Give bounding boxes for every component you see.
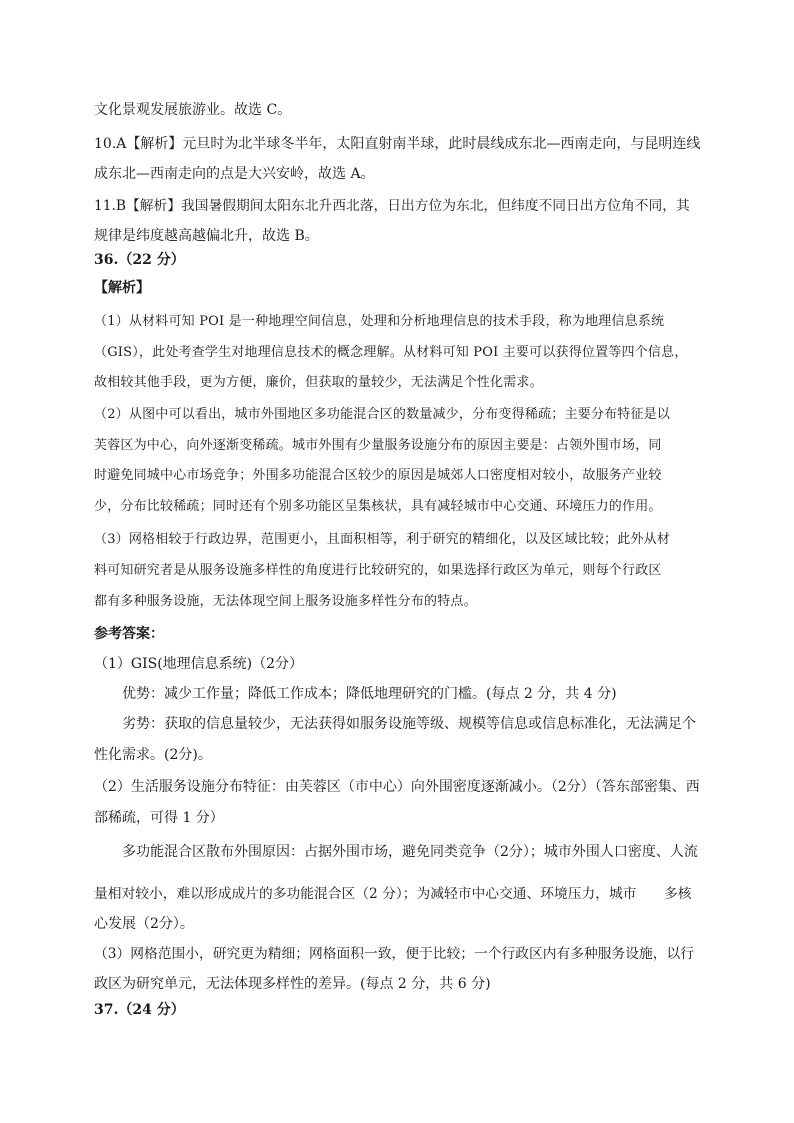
reference-answer-line: 心发展（2分）。 xyxy=(94,916,194,932)
analysis-line: （GIS），此处考查学生对地理信息技术的概念理解。从材料可知 POI 主要可以获得位置等四个信息， xyxy=(94,345,688,360)
answer-10-line: 成东北—西南走向的点是大兴安岭，故选 A。 xyxy=(94,166,375,182)
reference-answer-line: 量相对较小，难以形成成片的多功能混合区（2 分）；为减轻市中心交通、环境压力，城市 多核 xyxy=(94,886,692,902)
analysis-line: （3）网格相较于行政边界，范围更小，且面积相等，利于研究的精细化，以及区域比较；此外从材 xyxy=(94,532,671,547)
analysis-line: 故相较其他手段，更为方便，廉价，但获取的量较少，无法满足个性化需求。 xyxy=(94,375,543,390)
text-line: 文化景观发展旅游业。故选 C。 xyxy=(94,102,292,118)
reference-answer-line: 多功能混合区散布外围原因：占据外围市场，避免同类竞争（2分）；城市外围人口密度、人流 xyxy=(122,844,698,860)
analysis-line: 料可知研究者是从服务设施多样性的角度进行比较研究的，如果选择行政区为单元，则每个行政区 xyxy=(94,563,662,578)
reference-answer-line: 性化需求。(2分)。 xyxy=(94,747,212,763)
analysis-line: 都有多种服务设施，无法体现空间上服务设施多样性分布的特点。 xyxy=(94,594,477,609)
answer-10-line: 10.A【解析】元旦时为北半球冬半年，太阳直射南半球，此时晨线成东北—西南走向，与昆明连线 xyxy=(94,136,701,152)
answer-11-line: 11.B【解析】我国暑假期间太阳东北升西北落，日出方位为东北，但纬度不同日出方位角不同，其 xyxy=(94,198,690,214)
reference-answer-line: 政区为研究单元，无法体现多样性的差异。(每点 2 分，共 6 分) xyxy=(94,976,491,992)
reference-answer-heading: 参考答案： xyxy=(94,626,164,642)
reference-answer-line: （2）生活服务设施分布特征：由芙蓉区（市中心）向外围密度逐渐减小。（2分）（答东部密集、西 xyxy=(94,779,700,795)
analysis-heading: 【解析】 xyxy=(94,280,150,296)
question-37-heading: 37.（24 分） xyxy=(94,1002,185,1018)
analysis-line: 少，分布比较稀疏；同时还有个别多功能区呈集核状，具有减轻城市中心交通、环境压力的作用。 xyxy=(94,499,662,514)
reference-answer-line: 劣势：获取的信息量较少，无法获得如服务设施等级、规模等信息或信息标准化，无法满足个 xyxy=(122,716,696,732)
analysis-line: （1）从材料可知 POI 是一种地理空间信息，处理和分析地理信息的技术手段，称为地理信息系统 xyxy=(94,314,665,329)
analysis-line: 芙蓉区为中心，向外逐渐变稀疏。城市外围有少量服务设施分布的原因主要是：占领外围市场，同 xyxy=(94,438,662,453)
analysis-line: 时避免同城中心市场竞争；外围多功能混合区较少的原因是城郊人口密度相对较小，故服务产业较 xyxy=(94,468,662,483)
question-36-heading: 36.（22 分） xyxy=(94,252,185,268)
analysis-line: （2）从图中可以看出，城市外围地区多功能混合区的数量减少，分布变得稀疏；主要分布特征是以 xyxy=(94,407,671,422)
reference-answer-line: 部稀疏，可得 1 分） xyxy=(94,810,224,826)
reference-answer-line: （3）网格范围小，研究更为精细；网格面积一致，便于比较；一个行政区内有多种服务设施，以行 xyxy=(94,946,695,962)
reference-answer-line: 优势：减少工作量；降低工作成本；降低地理研究的门槛。(每点 2 分，共 4 分) xyxy=(122,686,617,702)
answer-11-line: 规律是纬度越高越偏北升，故选 B。 xyxy=(94,228,319,244)
reference-answer-line: （1）GIS(地理信息系统)（2分） xyxy=(94,656,304,672)
